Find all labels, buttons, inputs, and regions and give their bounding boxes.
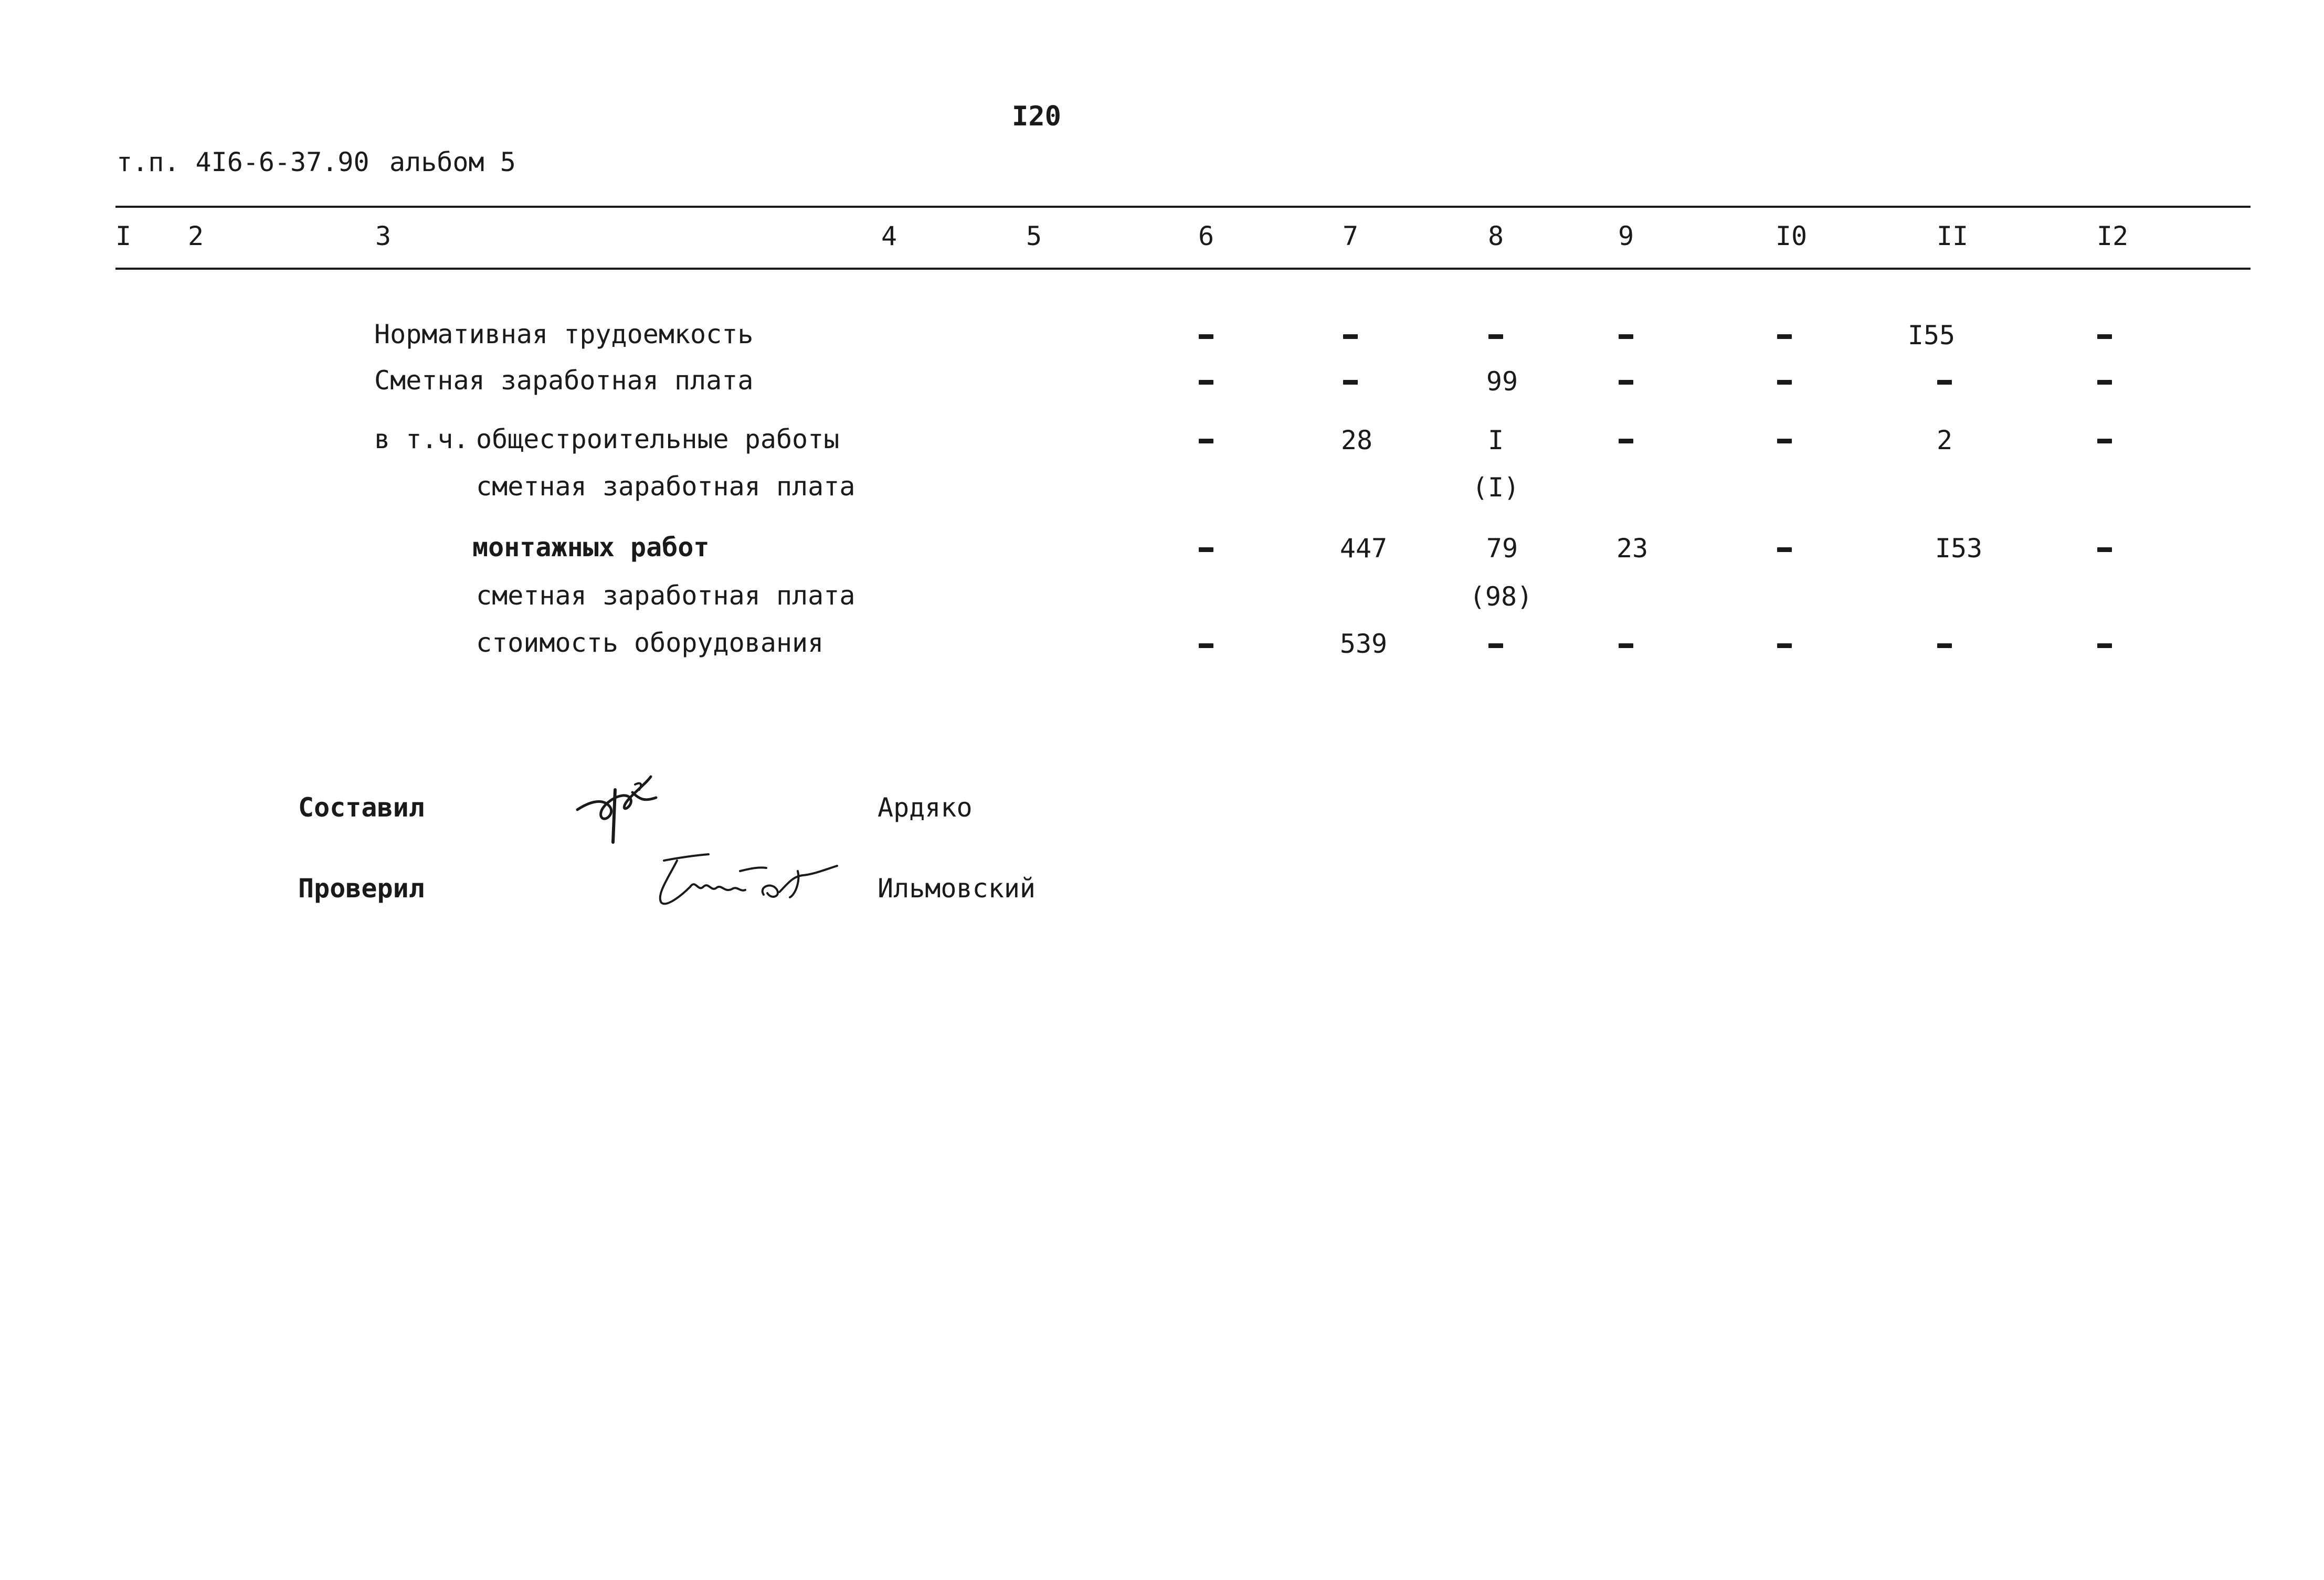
cell-value: I55 xyxy=(1907,320,1956,351)
row-label: монтажных работ xyxy=(472,532,710,563)
dash-mark xyxy=(1777,547,1792,552)
column-header: 2 xyxy=(187,221,204,251)
column-header: II xyxy=(1936,221,1969,251)
table-header-rule xyxy=(115,268,2251,270)
row-label: стоимость оборудования xyxy=(476,628,824,658)
dash-mark xyxy=(1619,643,1633,648)
cell-value: 99 xyxy=(1486,366,1518,397)
column-header: 7 xyxy=(1342,221,1359,251)
signature-mark xyxy=(646,845,845,913)
dash-mark xyxy=(1777,380,1792,385)
column-header: 4 xyxy=(881,221,897,251)
column-header: 5 xyxy=(1026,221,1042,251)
dash-mark xyxy=(1343,380,1358,385)
signature-mark xyxy=(572,769,667,853)
row-prefix: в т.ч. xyxy=(374,424,469,454)
cell-value: 79 xyxy=(1486,533,1518,564)
row-label: Сметная заработная плата xyxy=(374,365,754,396)
doc-code: т.п. 4I6-6-37.90 xyxy=(117,147,369,177)
row-label: Нормативная трудоемкость xyxy=(374,319,754,349)
dash-mark xyxy=(2097,439,2112,443)
column-header: 6 xyxy=(1198,221,1214,251)
dash-mark xyxy=(1619,439,1633,443)
dash-mark xyxy=(1619,380,1633,385)
cell-value: 539 xyxy=(1339,629,1388,659)
dash-mark xyxy=(1488,643,1503,648)
cell-value: 28 xyxy=(1340,425,1373,455)
dash-mark xyxy=(1777,439,1792,443)
column-header: I xyxy=(115,221,132,251)
dash-mark xyxy=(2097,334,2112,339)
dash-mark xyxy=(1199,380,1213,385)
signature-name: Ильмовский xyxy=(878,873,1036,904)
signature-role: Проверил xyxy=(298,873,425,904)
dash-mark xyxy=(1199,547,1213,552)
column-header: I2 xyxy=(2096,221,2129,251)
dash-mark xyxy=(1937,380,1952,385)
dash-mark xyxy=(1488,334,1503,339)
page-number: I20 xyxy=(1012,101,1061,132)
dash-mark xyxy=(1937,643,1952,648)
row-label: сметная заработная плата xyxy=(476,580,855,611)
signature-role: Составил xyxy=(298,792,425,823)
dash-mark xyxy=(1199,334,1213,339)
dash-mark xyxy=(1199,439,1213,443)
column-header: 9 xyxy=(1618,221,1634,251)
signature-name: Ардяко xyxy=(878,792,973,823)
album-label: альбом 5 xyxy=(389,147,516,177)
row-label: общестроительные работы xyxy=(476,424,840,454)
dash-mark xyxy=(2097,643,2112,648)
cell-value: 447 xyxy=(1339,533,1388,564)
cell-value: 2 xyxy=(1936,425,1953,455)
column-header: 3 xyxy=(375,221,392,251)
row-label: сметная заработная плата xyxy=(476,471,855,502)
dash-mark xyxy=(2097,380,2112,385)
cell-value: (I) xyxy=(1472,472,1520,503)
dash-mark xyxy=(1777,334,1792,339)
cell-value: (98) xyxy=(1469,581,1533,612)
cell-value: I xyxy=(1487,425,1504,455)
column-header: I0 xyxy=(1775,221,1808,251)
dash-mark xyxy=(1343,334,1358,339)
dash-mark xyxy=(1777,643,1792,648)
cell-value: I53 xyxy=(1935,533,1983,564)
dash-mark xyxy=(2097,547,2112,552)
column-header: 8 xyxy=(1487,221,1504,251)
dash-mark xyxy=(1619,334,1633,339)
cell-value: 23 xyxy=(1616,533,1649,564)
dash-mark xyxy=(1199,643,1213,648)
table-top-rule xyxy=(115,206,2251,208)
